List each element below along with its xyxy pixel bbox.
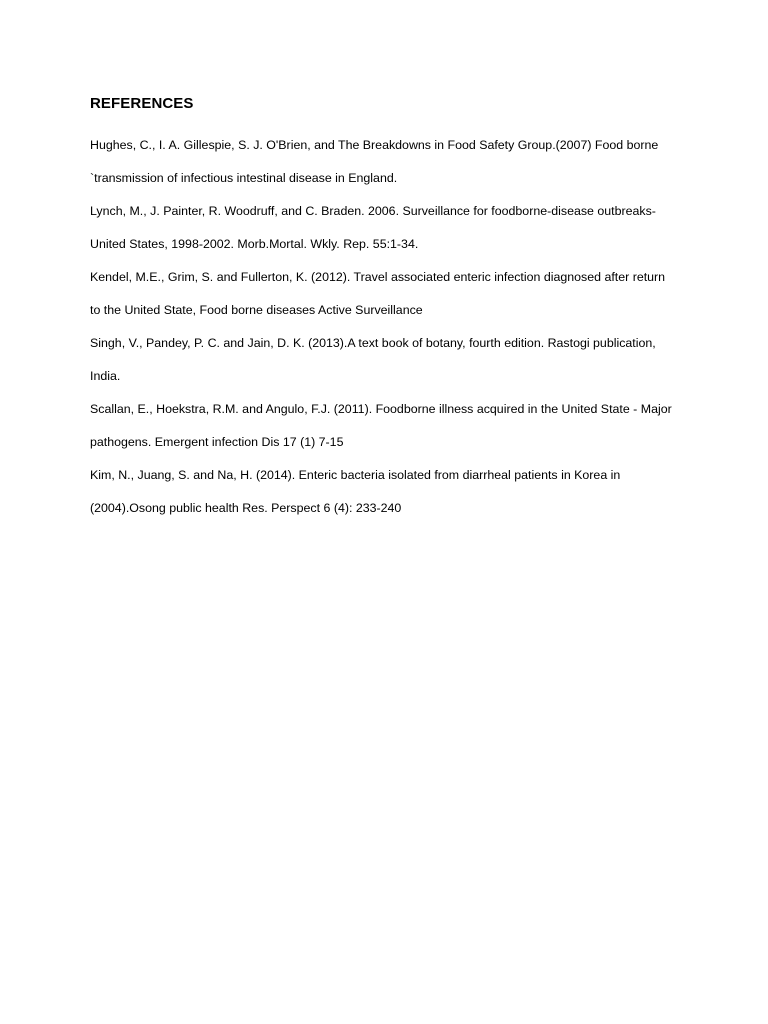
references-heading: REFERENCES bbox=[90, 95, 194, 112]
reference-entry-singh bbox=[90, 327, 690, 393]
reference-line: Scallan, E., Hoekstra, R.M. and Angulo, F.J. (2011). Foodborne illness acquired in the United State - Major bbox=[90, 402, 672, 416]
reference-line: Hughes, C., I. A. Gillespie, S. J. O'Brien, and The Breakdowns in Food Safety Group.(2007) Food borne bbox=[90, 138, 659, 152]
reference-line: pathogens. Emergent infection Dis 17 (1) 7-15 bbox=[90, 435, 344, 449]
reference-line: Kendel, M.E., Grim, S. and Fullerton, K. (2012). Travel associated enteric infection diagnosed after return bbox=[90, 270, 666, 284]
reference-entry-lynch bbox=[90, 195, 690, 261]
reference-line: Lynch, M., J. Painter, R. Woodruff, and C. Braden. 2006. Surveillance for foodborne-disease outbreaks- bbox=[90, 204, 656, 218]
reference-list bbox=[90, 129, 690, 525]
reference-line: India. bbox=[90, 369, 121, 383]
reference-entry-kendel bbox=[90, 261, 690, 327]
reference-line: (2004).Osong public health Res. Perspect 6 (4): 233-240 bbox=[90, 501, 402, 515]
reference-line: Kim, N., Juang, S. and Na, H. (2014). Enteric bacteria isolated from diarrheal patients in Korea in bbox=[90, 468, 621, 482]
reference-entry-scallan bbox=[90, 393, 690, 459]
reference-entry-hughes bbox=[90, 129, 690, 195]
reference-line: Singh, V., Pandey, P. C. and Jain, D. K. (2013).A text book of botany, fourth edition. Rastogi publication, bbox=[90, 336, 656, 350]
reference-line: `transmission of infectious intestinal disease in England. bbox=[90, 171, 398, 185]
reference-entry-kim bbox=[90, 459, 690, 525]
reference-line: United States, 1998-2002. Morb.Mortal. Wkly. Rep. 55:1-34. bbox=[90, 237, 419, 251]
reference-line: to the United State, Food borne diseases Active Surveillance bbox=[90, 303, 423, 317]
